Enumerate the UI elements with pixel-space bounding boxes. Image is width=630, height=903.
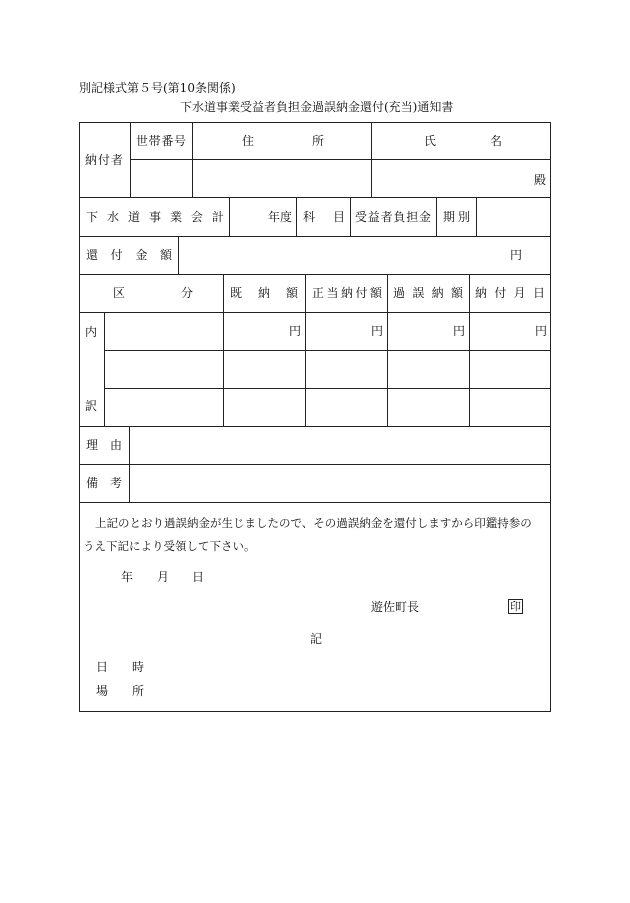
grid-line <box>296 197 297 236</box>
grid-line <box>387 274 388 426</box>
category-header: 区 分 <box>113 286 193 300</box>
date-year: 年 <box>121 570 134 584</box>
grid-line <box>79 502 551 503</box>
grid-line <box>104 350 551 351</box>
fiscal-year-label: 年度 <box>268 210 293 224</box>
grid-line <box>104 388 551 389</box>
yen-unit: 円 <box>453 324 466 338</box>
notice-line-2: うえ下記により受領して下さい。 <box>83 539 256 553</box>
payer-label: 納 付 者 <box>85 153 123 167</box>
grid-line <box>79 312 551 313</box>
grid-line <box>178 236 179 274</box>
date-day: 日 <box>192 570 205 584</box>
grid-line <box>229 197 230 236</box>
form-number: 別記様式第５号(第10条関係) <box>79 81 236 95</box>
form-title: 下水道事業受益者負担金過誤納金還付(充当)通知書 <box>180 100 454 114</box>
grid-line <box>130 122 131 197</box>
remarks-label: 備 考 <box>86 476 122 490</box>
date-month: 月 <box>157 570 170 584</box>
grid-line <box>79 464 551 465</box>
breakdown-label-bottom: 訳 <box>85 399 98 413</box>
refund-yen-unit: 円 <box>510 248 523 262</box>
grid-line <box>436 197 437 236</box>
grid-line <box>79 236 551 237</box>
grid-line <box>192 122 193 197</box>
breakdown-label-top: 内 <box>85 325 98 339</box>
yen-unit: 円 <box>289 324 302 338</box>
name-label: 氏 名 <box>424 134 502 148</box>
datetime-label: 日 時 <box>96 660 144 674</box>
ki-heading: 記 <box>310 632 323 646</box>
grid-line <box>129 426 130 502</box>
grid-line <box>130 159 551 160</box>
grid-line <box>79 274 551 275</box>
grid-line <box>371 122 372 197</box>
yen-unit: 円 <box>371 324 384 338</box>
grid-line <box>469 274 470 426</box>
reason-label: 理 由 <box>86 438 122 452</box>
grid-line <box>79 197 551 198</box>
payment-date-header: 納 付 月 日 <box>475 286 545 300</box>
grid-line <box>476 197 477 236</box>
grid-line <box>79 426 551 427</box>
notice-line-1: 上記のとおり過誤納金が生じましたので、その過誤納金を還付しますから印鑑持参の <box>95 516 532 530</box>
yen-unit: 円 <box>535 324 548 338</box>
sewer-account-label: 下 水 道 事 業 会 計 <box>86 210 224 224</box>
grid-line <box>104 312 105 426</box>
issuer-name: 遊佐町長 <box>371 600 420 614</box>
proper-amount-header: 正 当 納 付 額 <box>312 286 382 300</box>
period-label: 期 別 <box>443 210 470 224</box>
grid-line <box>223 274 224 426</box>
subject-label: 科 目 <box>303 210 345 224</box>
honorific-dono: 殿 <box>534 173 547 187</box>
grid-line <box>305 274 306 426</box>
paid-amount-header: 既 納 額 <box>230 286 298 300</box>
address-label: 住 所 <box>242 134 324 148</box>
refund-amount-label: 還 付 金 額 <box>86 248 172 262</box>
grid-line <box>350 197 351 236</box>
seal-mark: 印 <box>510 600 521 613</box>
overpaid-amount-header: 過 誤 納 額 <box>393 286 463 300</box>
household-number-label: 世 帯 番 号 <box>136 134 186 148</box>
beneficiary-charge-label: 受 益 者 負 担 金 <box>355 210 431 224</box>
place-label: 場 所 <box>96 684 144 698</box>
